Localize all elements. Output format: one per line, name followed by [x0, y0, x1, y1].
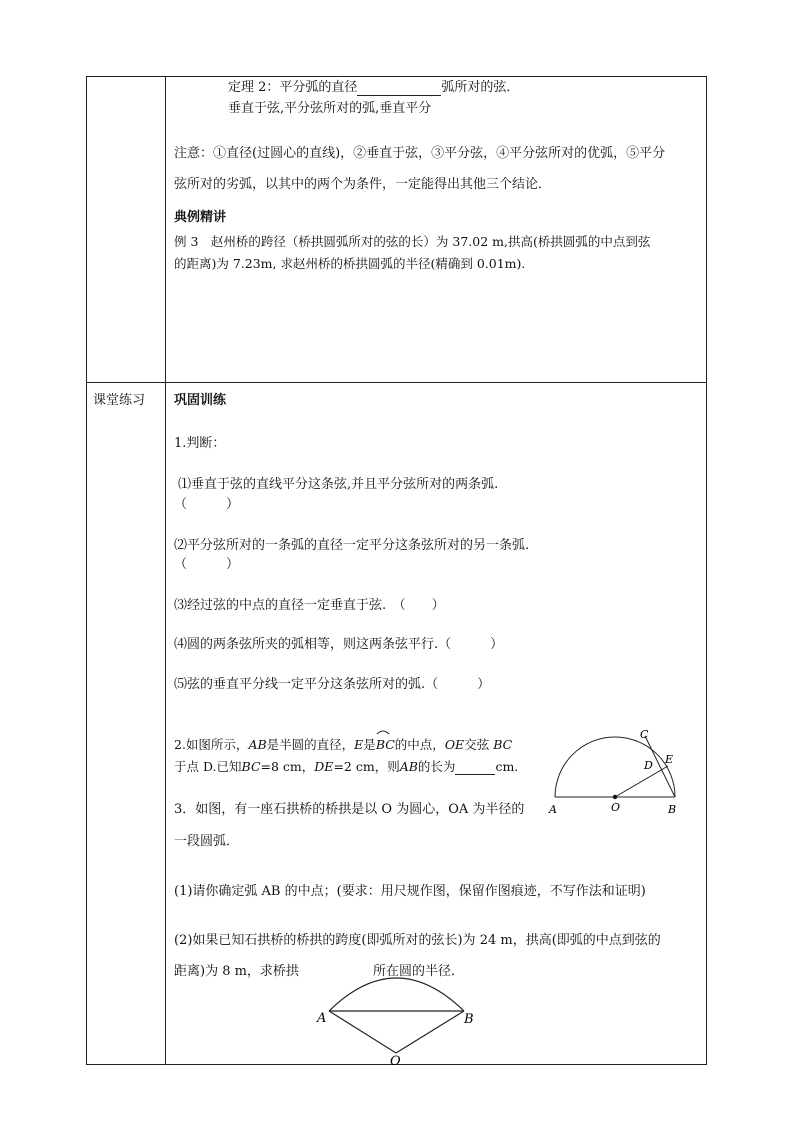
practice-heading: 巩固训练 — [174, 393, 227, 408]
q1-title: 1.判断： — [174, 436, 226, 451]
q1-item-2-paren: （ ） — [174, 557, 240, 572]
theorem-2: 定理 2：平分弧的直径 弧所对的弦． — [228, 80, 520, 95]
table-border-left — [86, 76, 87, 1065]
arch-bridge-figure — [312, 975, 492, 1065]
q2-line2: 于点 D.已知BC=8 cm，DE=2 cm，则AB的长为 cm. — [174, 759, 519, 774]
label-b2: B — [464, 1012, 474, 1027]
q3-part2-line1: (2)如果已知石拱桥的桥拱的跨度(即弧所对的弦长)为 24 m，拱高(即弧的中点到弦的 — [174, 933, 661, 948]
semicircle-arc — [555, 737, 675, 797]
label-a: A — [549, 803, 557, 816]
label-d: D — [644, 759, 653, 772]
table-border-right — [706, 76, 707, 1065]
label-o2: O — [390, 1054, 401, 1065]
radius-oa — [329, 1011, 396, 1053]
example-3-line1: 例 3 赵州桥的跨径（桥拱圆弧所对的弦的长）为 37.02 m,拱高(桥拱圆弧的中点到弦 — [174, 234, 651, 249]
label-c: C — [640, 728, 649, 741]
q1-item-2: ⑵平分弦所对的一条弧的直径一定平分这条弦所对的另一条弧. — [174, 538, 530, 553]
radius-ob — [396, 1011, 464, 1053]
q1-item-4: ⑷圆的两条弦所夹的弧相等，则这两条弦平行.（ ） — [174, 637, 504, 652]
q2-answer-blank — [455, 761, 495, 775]
center-point-o — [613, 795, 617, 799]
q1-item-1-paren: （ ） — [174, 497, 240, 512]
table-row-divider — [86, 382, 706, 383]
label-b: B — [668, 803, 677, 816]
row-label-practice: 课堂练习 — [93, 393, 146, 408]
bridge-arc — [329, 978, 464, 1011]
q3-part2-line2: 距离)为 8 m，求桥拱 所在圆的半径． — [174, 964, 464, 979]
q1-item-3: ⑶经过弦的中点的直径一定垂直于弦. （ ） — [174, 598, 445, 613]
q3-part1: (1)请你确定弧 AB 的中点；(要求：用尺规作图，保留作图痕迹，不写作法和证明) — [174, 884, 646, 899]
segment-oe — [615, 766, 668, 797]
semicircle-figure — [546, 720, 686, 820]
label-e: E — [665, 753, 674, 766]
example-3-line2: 的距离)为 7.23m, 求赵州桥的桥拱圆弧的半径(精确到 0.01m). — [174, 256, 526, 271]
q1-item-5: ⑸弦的垂直平分线一定平分这条弦所对的弧.（ ） — [174, 677, 491, 692]
table-border-top — [86, 76, 706, 77]
theorem-2-blank — [357, 81, 441, 96]
note-line2: 弦所对的劣弧，以其中的两个为条件，一定能得出其他三个结论． — [174, 177, 552, 192]
q2-line1: 2.如图所示，AB是半圆的直径，E是BC 的中点，OE交弦 BC — [174, 737, 512, 753]
q3-line1: 3．如图，有一座石拱桥的桥拱是以 O 为圆心，OA 为半径的 — [174, 802, 525, 817]
label-o: O — [611, 801, 621, 814]
label-a2: A — [317, 1011, 327, 1026]
example-heading: 典例精讲 — [174, 210, 227, 225]
q3-line2: 一段圆弧． — [174, 834, 240, 849]
table-column-divider — [165, 76, 166, 1065]
theorem-2-line2: 垂直于弦,平分弦所对的弧,垂直平分 — [228, 101, 432, 116]
note-line1: 注意：①直径(过圆心的直线)，②垂直于弦，③平分弦，④平分弦所对的优弧，⑤平分 — [174, 146, 666, 161]
arc-symbol — [376, 729, 390, 735]
q1-item-1: ⑴垂直于弦的直线平分这条弦,并且平分弦所对的两条弧. — [178, 477, 499, 492]
